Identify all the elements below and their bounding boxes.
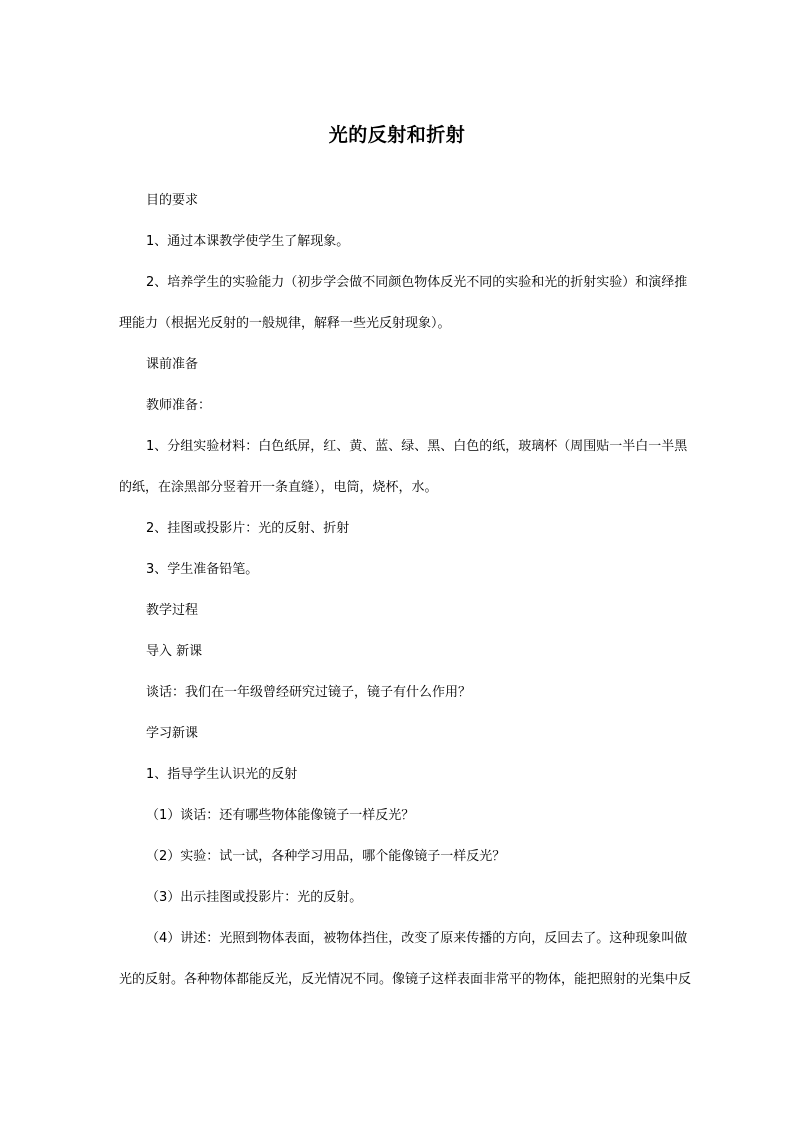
paragraph: 谈话：我们在一年级曾经研究过镜子，镜子有什么作用？: [146, 685, 472, 700]
paragraph: 目的要求: [146, 193, 199, 208]
document-title: 光的反射和折射: [328, 124, 466, 146]
paragraph: 课前准备: [146, 357, 199, 372]
document-body: [119, 180, 692, 1000]
paragraph: 学习新课: [146, 726, 199, 741]
paragraph: 1、指导学生认识光的反射: [146, 767, 298, 782]
paragraph: 理能力（根据光反射的一般规律，解释一些光反射现象）。: [119, 316, 451, 331]
paragraph: 2、挂图或投影片：光的反射、折射: [146, 521, 350, 536]
paragraph: 1、通过本课教学使学生了解现象。: [146, 234, 350, 249]
paragraph: （2）实验：试一试，各种学习用品，哪个能像镜子一样反光？: [146, 849, 506, 864]
paragraph: 教师准备：: [146, 398, 212, 413]
paragraph: 1、分组实验材料：白色纸屏，红、黄、蓝、绿、黑、白色的纸，玻璃杯（周围贴一半白一半黑: [146, 439, 688, 454]
paragraph: 光的反射。各种物体都能反光，反光情况不同。像镜子这样表面非常平的物体，能把照射的光集中反: [119, 972, 692, 987]
paragraph: （3）出示挂图或投影片：光的反射。: [146, 890, 363, 905]
paragraph: 2、培养学生的实验能力（初步学会做不同颜色物体反光不同的实验和光的折射实验）和演绎推: [146, 275, 688, 290]
paragraph: （1）谈话：还有哪些物体能像镜子一样反光？: [146, 808, 415, 823]
paragraph: 教学过程: [146, 603, 199, 618]
paragraph: （4）讲述：光照到物体表面，被物体挡住，改变了原来传播的方向，反回去了。这种现象叫做: [146, 931, 688, 946]
paragraph: 的纸，在涂黑部分竖着开一条直缝），电筒，烧杯，水。: [119, 480, 438, 495]
paragraph: 导入 新课: [146, 644, 203, 659]
paragraph: 3、学生准备铅笔。: [146, 562, 259, 577]
